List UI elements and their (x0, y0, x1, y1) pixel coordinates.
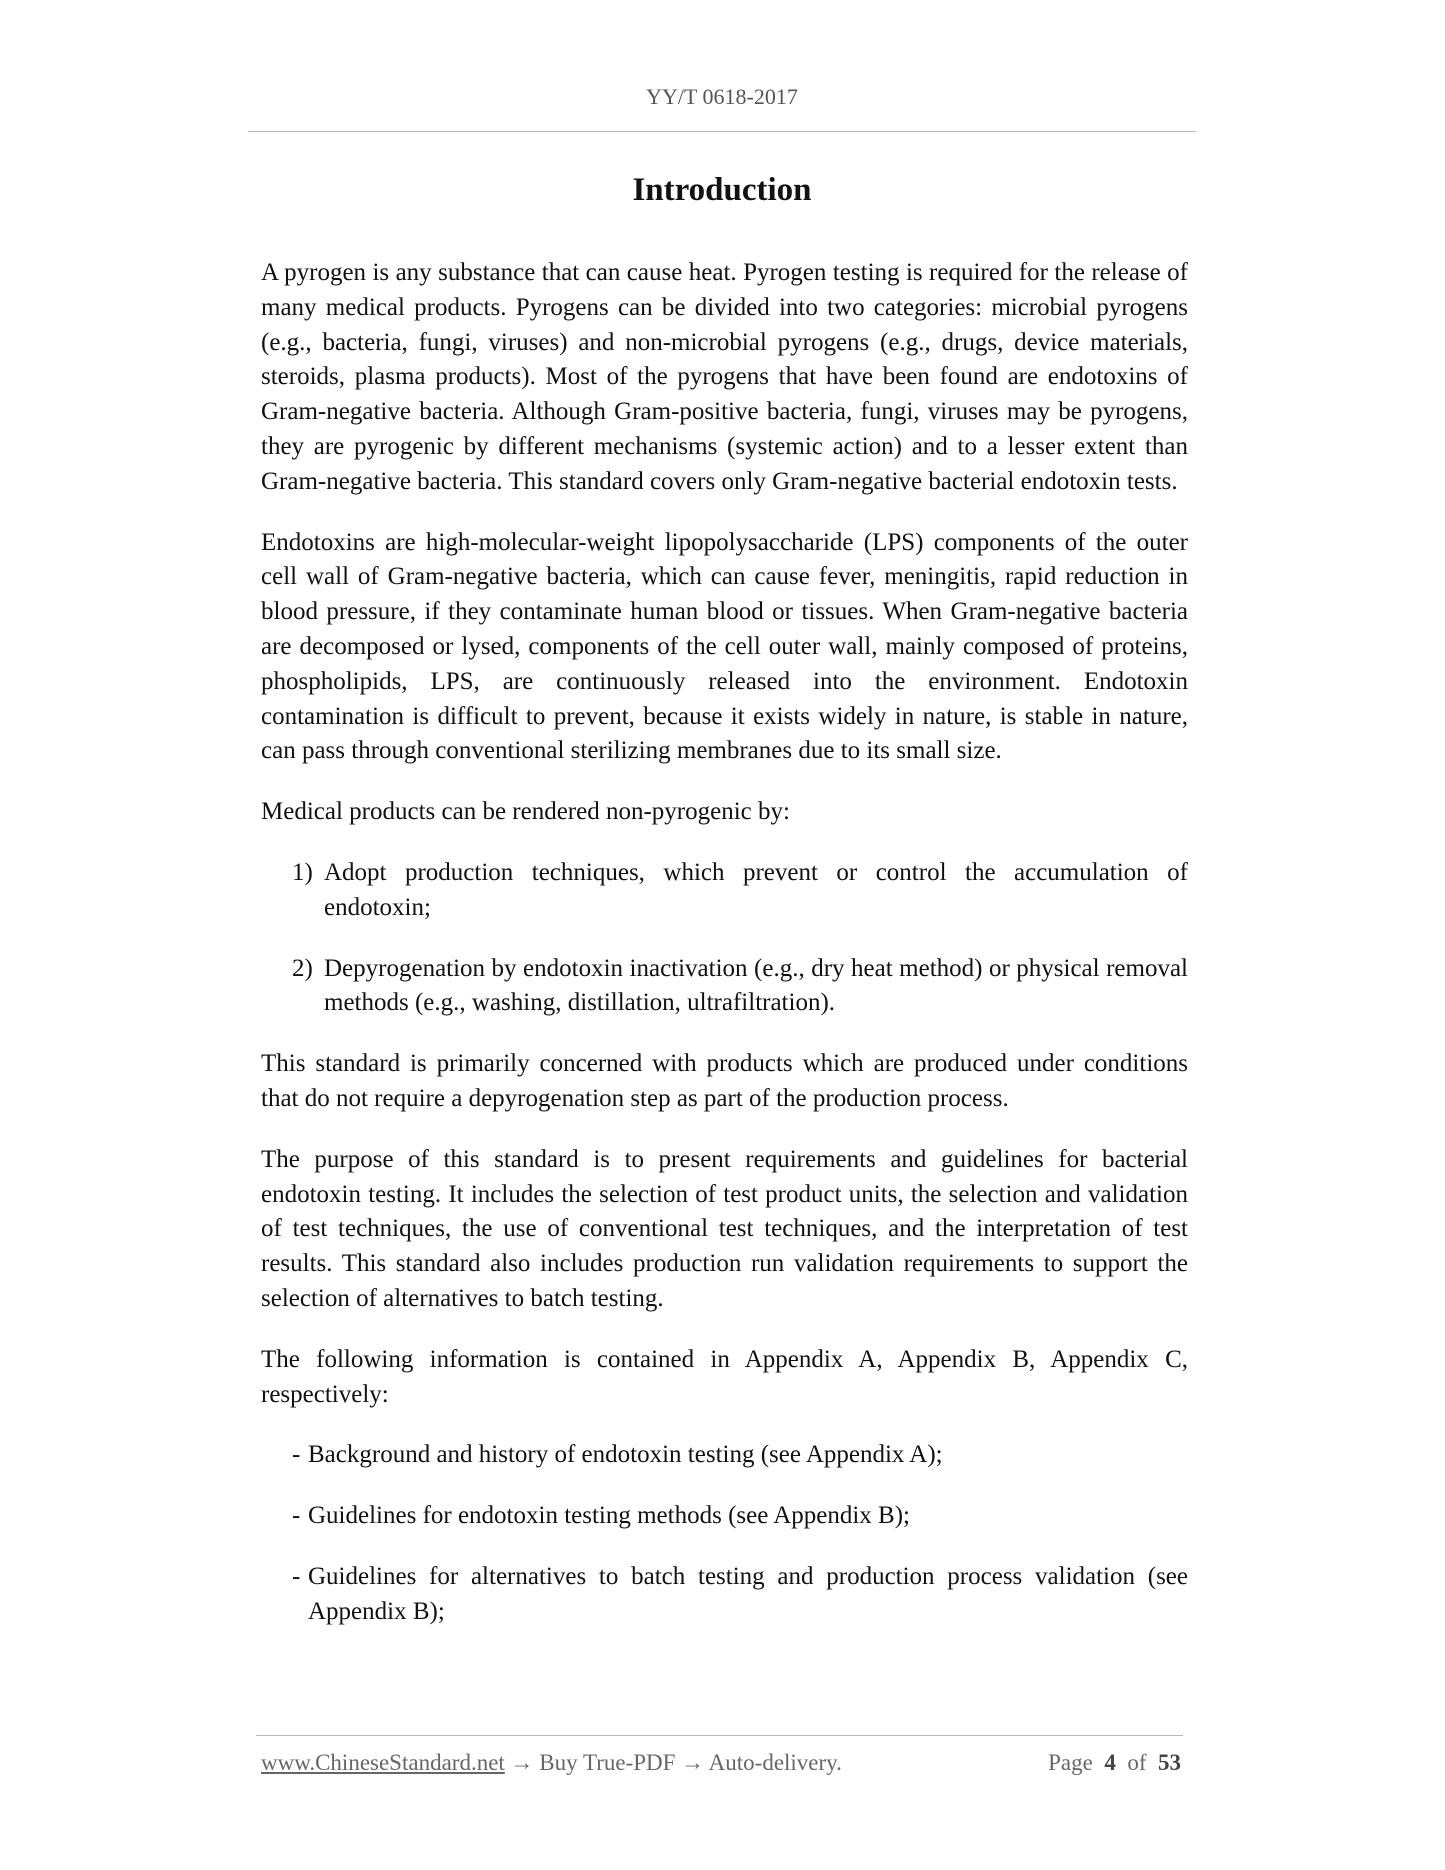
list-item-number: 1) (292, 858, 313, 886)
list-item (261, 1560, 1188, 1630)
list-item (261, 856, 1188, 926)
list-item (261, 1438, 1188, 1473)
list-item-dash: - (292, 1562, 301, 1590)
paragraph-purpose: The purpose of this standard is to present requirements and guidelines for bacterial endotoxin testing. It includes the selection of test product units, the selection and validation of test techniques, the use of conventional test techniques, and the interpretation of test results. This standard also includes production run validation requirements to support the selection of alternatives to batch testing. (261, 1145, 1188, 1312)
of-word: of (1127, 1750, 1147, 1775)
numbered-list (261, 856, 1188, 1021)
page-number: 4 (1104, 1750, 1116, 1775)
paragraph-scope: This standard is primarily concerned with products which are produced under conditions that do not require a depyrogenation step as part of the production process. (261, 1050, 1188, 1112)
page-title: Introduction (632, 172, 812, 208)
list-item-dash: - (292, 1502, 301, 1530)
list-item (261, 952, 1188, 1022)
list-item-text: Guidelines for endotoxin testing methods (see Appendix B); (308, 1502, 910, 1530)
page-indicator (1048, 1750, 1181, 1776)
website-link[interactable]: www.ChineseStandard.net (261, 1750, 505, 1775)
dash-list (261, 1438, 1188, 1629)
list-item-text: Adopt production techniques, which prevent or control the accumulation of endotoxin; (324, 858, 1188, 921)
list-item-dash: - (292, 1441, 301, 1469)
footer-tagline: → Buy True-PDF → Auto-delivery. (504, 1750, 842, 1775)
list-item (261, 1499, 1188, 1534)
list-item-text: Depyrogenation by endotoxin inactivation (e.g., dry heat method) or physical removal methods (e.g., washing, distillation, ultrafiltration). (324, 954, 1188, 1017)
paragraph-pyrogen: A pyrogen is any substance that can cause heat. Pyrogen testing is required for the release of many medical products. Pyrogens can be divided into two categories: microbial pyrogens (e.g., bacteria, fungi, viruses) and non-microbial pyrogens (e.g., drugs, device materials, steroids, plasma products). Most of the pyrogens that have been found are endotoxins of Gram-negative bacteria. Although Gram-positive bacteria, fungi, viruses may be pyrogens, they are pyrogenic by different mechanisms (systemic action) and to a lesser extent than Gram-negative bacteria. This standard covers only Gram-negative bacterial endotoxin tests. (261, 259, 1188, 495)
doc-code-header: YY/T 0618-2017 (646, 84, 798, 109)
page-total: 53 (1158, 1750, 1181, 1775)
list-item-number: 2) (292, 954, 313, 982)
document-body (261, 256, 1188, 1656)
page-word: Page (1048, 1750, 1093, 1775)
paragraph-appendix-intro: The following information is contained in Appendix A, Appendix B, Appendix C, respectively: (261, 1345, 1188, 1408)
header-divider (248, 131, 1196, 132)
list-item-text: Background and history of endotoxin testing (see Appendix A); (308, 1441, 943, 1469)
paragraph-endotoxins: Endotoxins are high-molecular-weight lipopolysaccharide (LPS) components of the outer cell wall of Gram-negative bacteria, which can cause fever, meningitis, rapid reduction in blood pressure, if they contaminate human blood or tissues. When Gram-negative bacteria are decomposed or lysed, components of the cell outer wall, mainly composed of proteins, phospholipids, LPS, are continuously released into the environment. Endotoxin contamination is difficult to prevent, because it exists widely in nature, is stable in nature, can pass through conventional sterilizing membranes due to its small size. (261, 528, 1188, 765)
footer-divider (256, 1735, 1183, 1736)
paragraph-medical-products: Medical products can be rendered non-pyrogenic by: (261, 798, 790, 826)
footer-left (261, 1750, 842, 1776)
page-footer (261, 1750, 1181, 1776)
list-item-text: Guidelines for alternatives to batch testing and production process validation (see Appendix B); (308, 1562, 1188, 1625)
